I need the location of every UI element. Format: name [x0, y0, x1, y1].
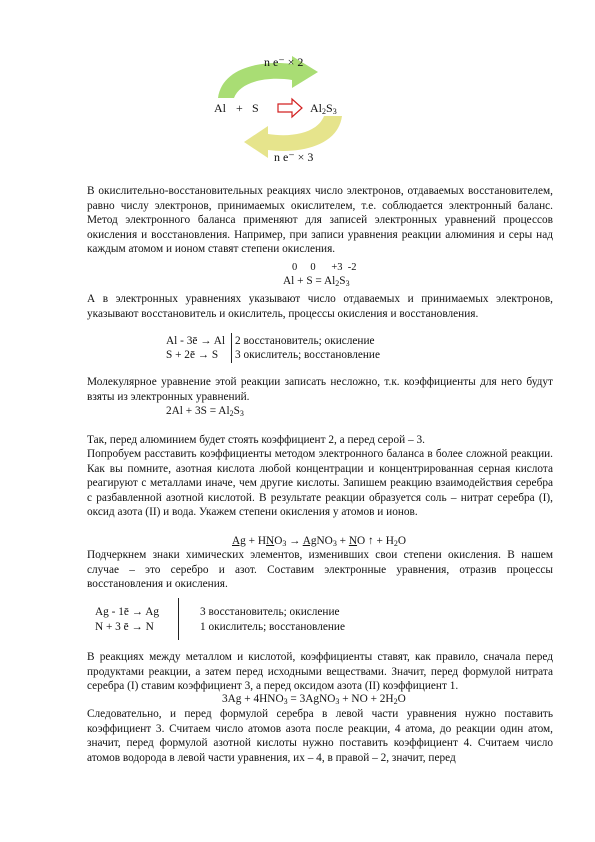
paragraph-1: В окислительно-восстановительных реакциях число электронов, отдаваемых восстановителем, равно числу электронов, принимаемых окислителем, т.е. соблюдается электронный баланс. Метод электронного баланса применяют для записей электронных уравнений процессов окисления и восстановления. Например, при записи уравнения реакции алюминия и серы над каждым атомом и ионом ставят степени окисления. — [87, 185, 553, 256]
diagram-plus: + — [236, 101, 243, 115]
balance1-row2-desc: 3 окислитель; восстановление — [235, 349, 380, 361]
paragraph-5: Попробуем расставить коэффициенты методом электронного баланса в более сложной реакции. Как вы помните, азотная кислота любой концентрации и концентрированная серная кислота реагируют с металлами иначе, чем другие кислоты. Запишем реакцию взаимодействия серебра с разбавленной азотной кислотой. В результате реакции образуется соль – нитрат серебра (I), оксид азота (II) и вода. Укажем степени окисления у атомов и ионов. — [87, 448, 553, 519]
balance2-divider — [178, 598, 179, 640]
paragraph-8: Следовательно, и перед формулой серебра в левой части уравнения нужно поставить коэффициент 3. Считаем число атомов азота после реакции, 4 атома, до реакции один атом, значит, перед формулой азотной кислоты нужно поставить коэффициент 4. Считаем число атомов водорода в левой части уравнения, их – 4, в правой – 2, значит, перед — [87, 708, 553, 764]
balance2-row2-desc: 1 окислитель; восстановление — [200, 621, 345, 633]
balance1-row2-eq: S + 2ē → S — [166, 349, 219, 361]
diagram-reactant-s: S — [252, 101, 259, 115]
equation-2: $2Al + 3S = Al_2S_3$ — [166, 405, 244, 418]
diagram-bottom-label: n e⁻ × 3 — [274, 150, 314, 164]
paragraph-2: А в электронных уравнениях указывают число отдаваемых и принимаемых электронов, указывают восстановитель и окислитель, процессы окисления и восстановления. — [87, 293, 553, 320]
red-reaction-arrow — [278, 99, 302, 117]
balance1-divider — [231, 333, 232, 363]
equation-3: $Ag + HNO_3$ → AgNO$_3$ + NO ↑ + $H_2O$ — [232, 535, 407, 548]
diagram-product: $Al_2S_3$ — [310, 101, 337, 116]
balance2-row1-eq: Ag - 1ē → Ag — [95, 606, 160, 618]
diagram-reactant-al: Al — [214, 101, 226, 115]
equation-1: $Al + S = Al_2S_3$ — [283, 275, 350, 288]
paragraph-6: Подчеркнем знаки химических элементов, изменивших свои степени окисления. В нашем случае – это серебро и азот. Составим электронные уравнения, отразив процессы восстановления и окисления. — [87, 549, 553, 591]
balance2-row2-eq: N + 3 ē → N — [95, 621, 154, 633]
oxidation-states: 0 0 +3 -2 — [292, 262, 357, 273]
equation-4: $3Ag + 4HNO_3$ = 3AgNO$_3$ + NO + $2H_2O$ — [222, 693, 406, 706]
balance1-row1-eq: Al - 3ē → Al — [166, 335, 225, 347]
paragraph-4: Так, перед алюминием будет стоять коэффициент 2, а перед серой – 3. — [87, 434, 425, 446]
balance1-row1-desc: 2 восстановитель; окисление — [235, 335, 375, 347]
diagram-top-label: n e⁻ × 2 — [264, 55, 304, 69]
eq3-ag: Ag — [232, 535, 246, 547]
paragraph-7: В реакциях между металлом и кислотой, коэффициенты ставят, как правило, сначала перед продуктами реакции, а затем перед исходными веществами. Значит, перед формулой нитрата серебра (I) ставим коэффициент 3, а перед оксидом азота (II) коэффициент 1. — [87, 651, 553, 693]
balance2-row1-desc: 3 восстановитель; окисление — [200, 606, 340, 618]
paragraph-3: Молекулярное уравнение этой реакции записать несложно, т.к. коэффициенты для него будут взяты из электронных уравнений. — [87, 376, 553, 403]
